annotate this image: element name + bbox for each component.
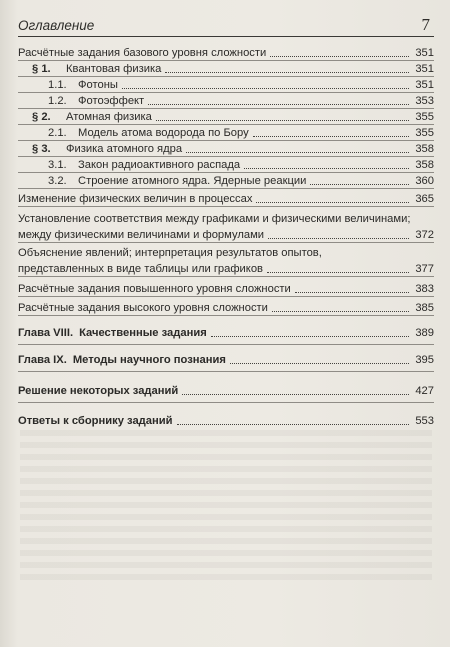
toc-entry-title: Расчётные задания базового уровня сложности: [18, 47, 267, 59]
toc-entry-page: 355: [415, 111, 434, 123]
toc-entry-page: 427: [415, 385, 434, 397]
toc-entry: [18, 94, 434, 109]
toc-entry-page: 383: [415, 283, 434, 295]
toc-entry: [18, 46, 434, 61]
toc-entry-title: Фотоны: [78, 79, 118, 91]
toc-entry-title: Расчётные задания повышенного уровня сложности: [18, 283, 291, 295]
dot-leader: [165, 71, 409, 73]
toc-entry-title: Расчётные задания высокого уровня сложности: [18, 302, 268, 314]
toc-subsection-number: 2.1.: [48, 127, 67, 139]
running-header-title: Оглавление: [18, 18, 95, 33]
toc-entry-title-line1: Объяснение явлений; интерпретация результатов опытов,: [18, 247, 322, 259]
dot-leader: [267, 271, 409, 273]
dot-leader: [186, 151, 409, 153]
toc-entry: [18, 192, 434, 207]
toc-entry: [18, 282, 434, 297]
toc-entry-page: 553: [415, 415, 434, 427]
toc-entry-title: Изменение физических величин в процессах: [18, 193, 253, 205]
toc-entry-page: 353: [415, 95, 434, 107]
toc-entry-page: 360: [415, 175, 434, 187]
dot-leader: [156, 119, 409, 121]
toc-subsection-number: 1.1.: [48, 79, 67, 91]
toc-entry: [18, 62, 434, 77]
toc-entry-title-line1: Установление соответствия между графиками и физическими величинами;: [18, 213, 411, 225]
dot-leader: [253, 135, 409, 137]
toc-section-number: § 3.: [32, 143, 51, 155]
dot-leader: [122, 87, 409, 89]
toc-section-number: § 2.: [32, 111, 51, 123]
dot-leader: [148, 103, 409, 105]
toc-entry-page: 385: [415, 302, 434, 314]
toc-entry: [18, 414, 434, 428]
dot-leader: [256, 201, 409, 203]
toc-subsection-number: 3.2.: [48, 175, 67, 187]
toc-entry-title: Методы научного познания: [72, 354, 226, 366]
toc-entry-title: Фотоэффект: [78, 95, 145, 107]
toc-entry-page: 389: [415, 327, 434, 339]
dot-leader: [295, 291, 409, 293]
dot-leader: [182, 393, 409, 395]
toc-entry-title: Квантовая физика: [66, 63, 162, 75]
toc-entry-page: 372: [415, 229, 434, 241]
toc-entry-page: 358: [415, 143, 434, 155]
toc-entry-title: Строение атомного ядра. Ядерные реакции: [78, 175, 307, 187]
toc-entry-page: 355: [415, 127, 434, 139]
toc-entry: [18, 78, 434, 93]
toc-entry-title: Атомная физика: [66, 111, 152, 123]
toc-entry: [18, 384, 434, 403]
toc-entry: [18, 301, 434, 316]
toc-subsection-number: 1.2.: [48, 95, 67, 107]
toc-entry-title: Решение некоторых заданий: [18, 385, 179, 397]
toc-entry-page: 365: [415, 193, 434, 205]
toc-entry-title: Качественные задания: [79, 327, 207, 339]
toc-entry-page: 358: [415, 159, 434, 171]
toc-entry: [18, 126, 434, 141]
toc-subsection-number: 3.1.: [48, 159, 67, 171]
toc-chapter-number: Глава VIII.: [18, 327, 74, 339]
toc-entry: [18, 353, 434, 372]
toc-entry-page: 395: [415, 354, 434, 366]
toc-entry-title: Физика атомного ядра: [66, 143, 183, 155]
dot-leader: [270, 55, 409, 57]
toc-chapter-number: Глава IX.: [18, 354, 67, 366]
toc-entry-title: Закон радиоактивного распада: [78, 159, 241, 171]
dot-leader: [268, 237, 409, 239]
toc-entry-title: между физическими величинами и формулами: [18, 229, 265, 241]
toc-entry: [18, 142, 434, 157]
toc-entry: [18, 174, 434, 189]
toc-entry: [18, 212, 434, 243]
dot-leader: [272, 310, 409, 312]
toc-entry-title: Ответы к сборнику заданий: [18, 415, 173, 427]
dot-leader: [244, 167, 409, 169]
paper-show-through: [20, 430, 432, 580]
toc-entry-title: Модель атома водорода по Бору: [78, 127, 249, 139]
toc-entry: [18, 326, 434, 345]
toc-entry: [18, 158, 434, 173]
toc-entry: [18, 110, 434, 125]
dot-leader: [211, 335, 409, 337]
dot-leader: [177, 423, 409, 425]
toc-entry-page: 351: [415, 79, 434, 91]
page-number: 7: [421, 15, 430, 34]
toc-entry: [18, 246, 434, 277]
toc-entry-page: 377: [415, 263, 434, 275]
toc-entry-page: 351: [415, 63, 434, 75]
dot-leader: [310, 183, 409, 185]
toc-entry-title: представленных в виде таблицы или графиков: [18, 263, 263, 275]
toc-entry-page: 351: [415, 47, 434, 59]
toc-section-number: § 1.: [32, 63, 51, 75]
dot-leader: [230, 362, 409, 364]
running-header: [18, 14, 434, 37]
